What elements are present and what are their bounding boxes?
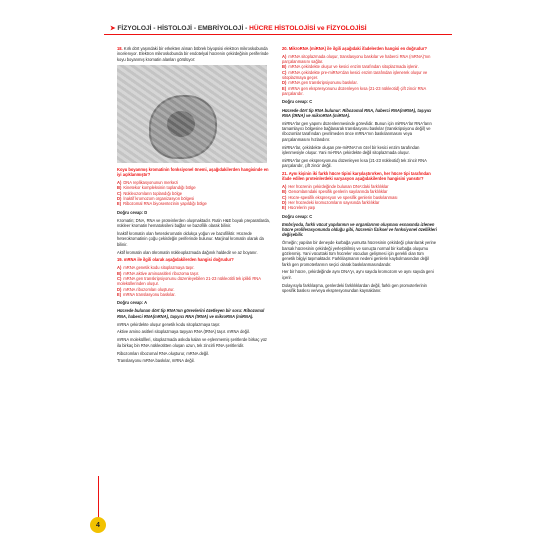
option-b: B) mRNA çekirdekte oluşur ve kesici enzim tarafından sitoplazmada işlenir. [282,64,419,70]
explanation-20-p1: Hücrede dört tip RNA bulunur: Ribozomal RNA, haberci RNA(mRNA), taşıyıcı RNA (tRNA) ve mikroRNA (miRNA). [282,107,432,118]
option-b: B) Genomlarındaki spesifik genlerin sayılarında farklılıklar [282,189,388,195]
option-a: A) mRNA genetik kodu sitoplazmaya taşır. [117,265,195,271]
explanation-19-p4: mRNA moleküllleri, sitoplazmada askıda kalan ve eşlenmemiş şeritlerde birkaç yüz ila birkaç bin RNA nükleotitten oluşan uzun, tek zincirli RNA şeritleridir. [117,337,267,348]
option-c: C) Nükleozomların toplandığı bölge [117,190,183,196]
option-e: E) Hücrelerin yaşı [282,205,316,211]
question-18-text: Kırk dört yaşındaki bir erkekten alınan böbrek biyopsisi elektron mikroskobunda incelenıyor. Elektron mikroskobunda bir endotelyal hücrenin çekirdeğinin periferinde koyu boyanmış kromatin alanları görülüyor: [117,46,269,62]
question-19-options [117,265,272,297]
option-d: D) Her hücredeki kromozomların sayısında farklılıklar [282,199,380,205]
option-a: A) mRNA sitoplazmada oluşur, translasyonu baskılar ve haberci RNA (mRNA)'nın parçalanmasını sağlar. [282,53,431,65]
explanation-19-p3: Aktive amino asitleri sitoplazmaya taşıyan RNA (tRNA) taşır. mRNA değil. [117,329,250,335]
option-b: B) Kinetekor kompleksinin toplandığı bölge [117,185,196,191]
explanation-18-p2: İnaktif kromatin olan heterokromatin oldukça yoğun ve bazofiliktir. Hücrede heterokromatinin çoğu çekirdeğin periferinde bulunur. Marjinal kromatin olarak da bilinir. [117,231,264,247]
answer-19: Doğru cevap: A [117,300,148,306]
page-header [110,24,367,32]
option-a: A) DNA replikasyonunun merkezi [117,180,179,186]
explanation-19-p1: Hücrede bulunan dört tip RNA'nın görevlerini özetleyen bir soru: Ribozomal RNA, haberci RNA(mRNA), taşıyıcı RNA (tRNA) ve mikroRNA (miRNA). [117,308,265,319]
explanation-18-p3: Aktif kromatin olan ökromatin nükleoplazmada dağınık haldedir ve az boyanır. [117,249,258,255]
page-number: 4 [90,517,106,533]
option-b: B) mRNA aktive aminoasitleri ribozoma taşır. [117,270,200,276]
question-19: 19. mRNA ile ilgili olarak aşağıdakilerden hangisi doğrudur? [117,257,234,263]
question-18-options [117,180,272,206]
page-number-line [98,476,99,518]
explanation-19-p6: Translasyonu mRNA baskılar, mRNA değil. [117,358,195,364]
option-d: D) İnaktif kromozom organizasyon bölgesi [117,195,195,201]
question-18-prompt: Koyu boyanmış kromatinin fonksiyonel önemi, aşağıdakilerden hangisinde en iyi açıklanmıştır? [117,166,269,178]
explanation-19-p5: Ribozomları ribozomal RNA oluşturur, mRNA değil. [117,350,210,356]
question-20-options [282,54,437,96]
answer-20: Doğru cevap: C [282,99,313,105]
answer-18: Doğru cevap: D [117,209,148,215]
option-e: E) mRNA gen ekspresyonunu düzenleyen kısa (21-23 nükleotid) çift zincir RNA parçalarıdır. [282,85,426,96]
explanation-19-p2: mRNA çekirdekte oluşur genetik kodu sitoplazmaya taşır. [117,321,221,327]
explanation-21-p1: Embriyoda, farklı vücut yapılarının ve organlarının oluşması esnasında izlenen hücre proliferasyonunda olduğu gibi, hücrenin fiziksel ve fonksiyonel özellikleri değişebilir. [282,221,437,238]
explanation-20-p2: miRNA'lar gen yapımı düzenlenmesinde görevlidir. Bunun için miRNA'lar RNA'ların tamamlayıcı bölgesine bağlanarak translasyonu baskılar (transkripsiyonu değil) ve ribozomlar tarafından çevrilmeden önce mRNA'nın baskılanmasını veya parçalanmasını hızlandırır. [282,120,432,142]
option-e: E) mRNA translasyonu baskılar. [117,291,176,297]
answer-21: Doğru cevap: C [282,213,313,219]
electron-micrograph-image [117,65,267,163]
header-arrow-icon: ➤ [110,25,116,32]
explanation-18-p1: Kromatin; DNA, RNA ve proteinlerden oluşmaktadır. Rutin H&E boyalı preparatlarda, nükleer kromatin hematoksileni bağlar ve bazofilik olarak bilinir. [117,217,270,229]
right-column [282,46,437,296]
explanation-20-p3: miRNA'lar, çekirdekte oluşan pre-miRNA'nın özel bir kesici enzim tarafından işlenmesiyle oluşur. Yani mi-RNA çekirdekte değil sitoplazmada oluşur. [282,144,420,155]
option-c: C) mRNA çekirdekte pre-miRNA'dan kesici enzim tarafından işlenerek oluşur ve sitoplazmaya geçer. [282,69,428,81]
question-21-options [282,184,437,210]
header-rule [104,34,452,35]
question-21: 21. Aynı kişinin iki farklı hücre tipini karşılaştırırken, her hücre tipi tarafından ifade edilen proteinlerdeki varyasyon aşağıdakilerden hangisini yansıtır? [282,170,431,182]
explanation-21-p4: Dolayısıyla farklılaşma, genlerdeki farklılıklardan değil, farklı gen promoterlerinin spesifik baskısı ve/veya ekspresyonundan kaynaklanır. [282,282,427,293]
explanation-20-p4: miRNA'lar gen ekspresyonunu düzenleyen kısa (21-23 nükleotid) tek zincir RNA parçalarıdır, çift zincir değil. [282,157,427,169]
option-a: A) Her hücrenin çekirdeğinde bulunan DNA'daki farklılıklar [282,184,389,190]
option-d: D) mRNA ribozomları oluşturur. [117,286,175,292]
option-e: E) Ribozomal RNA biyosentezinin yapıldığı bölge [117,201,207,207]
option-c: C) Hücre-spesifik ekspresyon ve spesifik genlerin baskılanması [282,194,398,200]
left-column [117,46,272,366]
question-20: 20. MikroRNA (miRNA) ile ilgili aşağıdaki ifadelerden hangisi en doğrudur? [282,46,427,51]
option-d: D) mRNA gen transkripsiyonunu baskılar. [282,80,358,86]
header-title-accent: HÜCRE HİSTOLOJİSİ ve FİZYOLOJİSİ [249,25,367,32]
explanation-21-p2: Örneğin; yapılan bir deneyde kurbağa yumurta hücresinin çekirdeği çıkarılarak yerine barsak hücresinin çekirdeği yerleştirilmiş ve sonuçta normal bir kurbağa oluşumu gözlenmiş. Yani vücuttaki tüm hücreler vücudun gelişmesi için gerekli olan tüm genetik bilgiyi taşımaktadır. Farklılaşmanın nedeni genlerin kaybolmasından değil farklı gen promoterlarının seçici olarak baskılanmasındandır. [282,240,437,267]
explanation-21-p3: Her bir hücre, çekirdeğinde aynı DNA'yı, aynı sayıda kromozom ve aynı sayıda geni içerir. [282,269,434,280]
question-18: 18. Kırk dört yaşındaki bir erkekten alınan böbrek biyopsisi elektron mikroskobunda incelenıyor. Elektron mikroskobunda bir endotelyal hücrenin çekirdeğinin periferinde koyu boyanmış kromatin alanları görülüyor: [117,46,269,62]
option-c: C) mRNA gen transkripsiyonunu düzenleyebilen 21-23 nükleotitli tek iplikli RNA moleküllerinden oluşur. [117,275,261,287]
header-title: FİZYOLOJİ - HİSTOLOJİ - EMBRİYOLOJİ - [117,25,250,32]
